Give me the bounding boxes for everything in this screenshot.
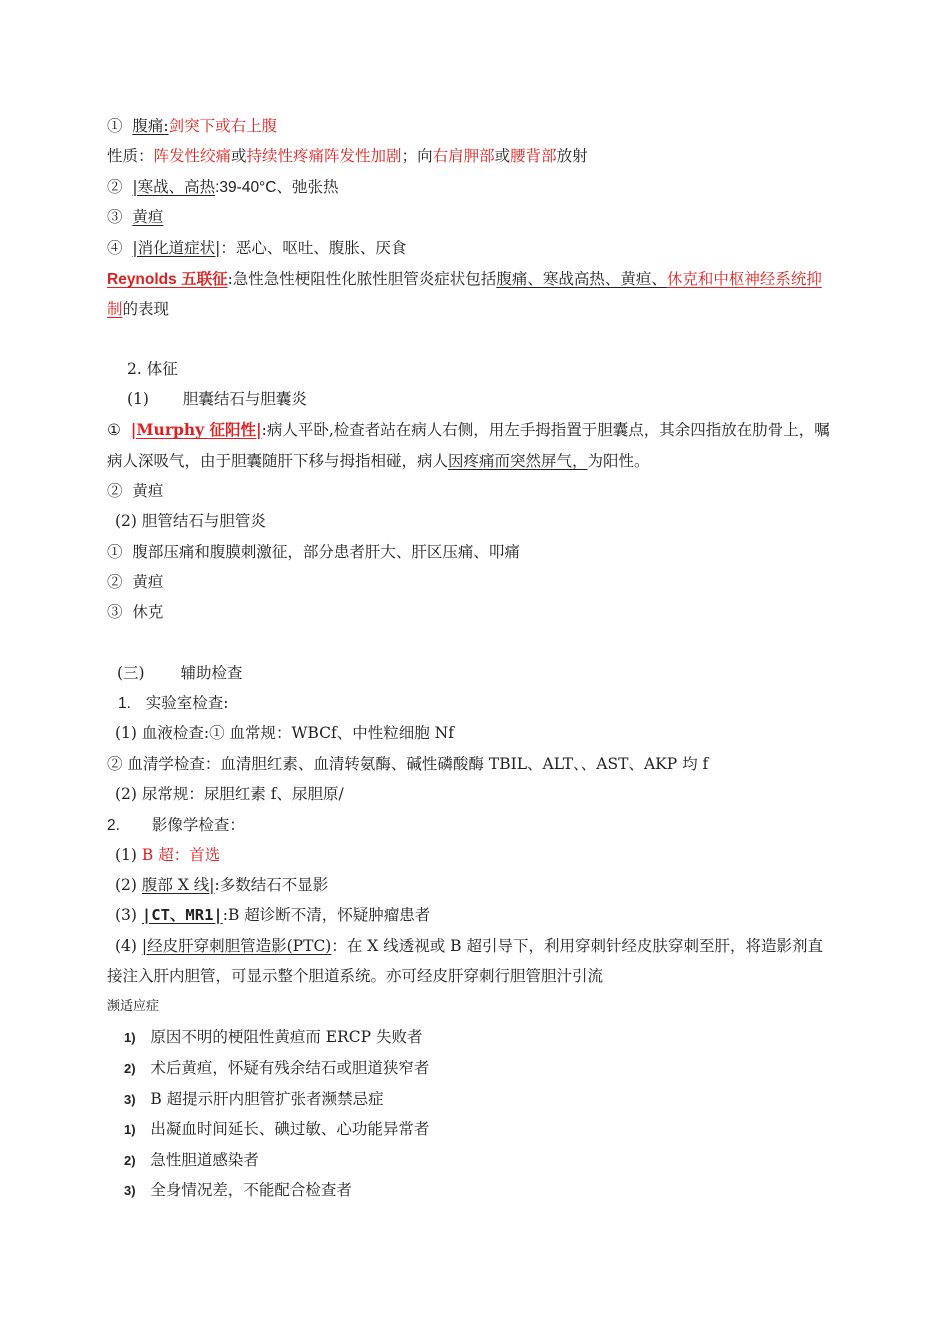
symptom-jaundice bbox=[107, 206, 163, 228]
pain-nature-line bbox=[107, 145, 588, 167]
text-segment: 急性胆道感染者 bbox=[150, 1151, 259, 1169]
symptom-label: 腹痛: bbox=[132, 117, 169, 135]
murphy-label: |Murphy 征阳性| bbox=[130, 420, 262, 439]
text-segment: 全身情况差，不能配合检查者 bbox=[150, 1181, 352, 1199]
imaging-exam-heading bbox=[107, 814, 245, 837]
text-segment: 放射 bbox=[556, 147, 588, 165]
text-segment: 休克 bbox=[132, 603, 164, 621]
highlight-text: 休克和中枢神经系统抑 bbox=[666, 270, 822, 288]
subheading-bile-duct: (2) 胆管结石与胆管炎 bbox=[115, 512, 266, 530]
item-number: ② bbox=[107, 573, 123, 591]
reynolds-label: Reynolds 五联征 bbox=[107, 271, 228, 288]
text-segment: ：恶心、呕吐、腹胀、厌食 bbox=[220, 239, 407, 257]
symptom-chills-fever bbox=[107, 176, 338, 199]
item-number: ③ bbox=[107, 603, 123, 621]
text-segment: 为阳性。 bbox=[587, 452, 650, 470]
indications-heading: 濒适应症 bbox=[107, 999, 160, 1014]
item-number: ① bbox=[107, 117, 123, 135]
text-segment: 术后黄疸，怀疑有残余结石或胆道狭窄者 bbox=[150, 1059, 430, 1077]
item-number: ① bbox=[107, 543, 123, 561]
sign-abdominal-tenderness bbox=[107, 541, 520, 563]
symptom-label: |消化道症状| bbox=[132, 239, 221, 257]
item-number: ② bbox=[107, 178, 123, 196]
item-number: 1) bbox=[124, 1030, 136, 1045]
imaging-ct-mri bbox=[115, 904, 430, 926]
sign-jaundice bbox=[107, 480, 163, 502]
serum-exam-line: ② 血清学检查：血清胆红素、血清转氨酶、碱性磷酸酶 TBIL、ALT、、AST、AKP 均 f bbox=[107, 755, 709, 773]
text-segment: 胆囊结石与胆囊炎 bbox=[182, 390, 307, 408]
item-number: 1) bbox=[124, 1122, 136, 1137]
highlight-text: B 超：首选 bbox=[141, 846, 221, 864]
reynolds-pentad-line bbox=[107, 268, 822, 291]
item-number: 2. bbox=[107, 817, 120, 834]
underlined-text: 腹痛、寒战高热、黄疸、 bbox=[496, 270, 667, 288]
blood-exam-line: (1) 血液检查:① 血常规：WBCf、中性粒细胞 Nf bbox=[115, 724, 454, 742]
text-segment: 影像学检查： bbox=[151, 816, 245, 834]
murphy-sign-line bbox=[107, 419, 830, 441]
text-segment: 实验室检查: bbox=[145, 694, 229, 712]
urine-exam-line: (2) 尿常规：尿胆红素 f、尿胆原/ bbox=[115, 785, 344, 803]
text-segment: :39-40°C、弛张热 bbox=[215, 179, 339, 196]
text-segment: 黄疸 bbox=[132, 573, 164, 591]
text-segment: 原因不明的梗阻性黄疸而 ERCP 失败者 bbox=[150, 1028, 423, 1046]
text-segment: 辅助检查 bbox=[180, 664, 243, 682]
text-segment: B 超提示肝内胆管扩张者濒禁忌症 bbox=[150, 1090, 384, 1108]
text-segment: 病人深吸气，由于胆囊随肝下移与拇指相碰，病人 bbox=[107, 452, 449, 470]
section-heading-auxiliary bbox=[117, 662, 243, 684]
item-number: ② bbox=[107, 482, 123, 500]
item-number: (三) bbox=[117, 664, 145, 682]
item-number: (4) bbox=[115, 937, 137, 955]
pain-location: 剑突下或右上腹 bbox=[168, 117, 278, 135]
sign-shock bbox=[107, 601, 163, 623]
murphy-continuation bbox=[107, 450, 650, 472]
imaging-ultrasound bbox=[115, 844, 220, 866]
lab-exam-heading bbox=[118, 692, 228, 715]
subheading-gallbladder bbox=[127, 388, 307, 410]
item-number: 3) bbox=[124, 1183, 136, 1198]
imaging-ptc bbox=[115, 935, 823, 957]
item-number: (3) bbox=[115, 906, 137, 924]
item-number: (2) bbox=[115, 876, 137, 894]
highlight-text: 阵发性绞痛 bbox=[153, 147, 232, 165]
item-number: ④ bbox=[107, 239, 123, 257]
item-number: ① bbox=[107, 421, 121, 439]
symptom-digestive bbox=[107, 237, 406, 259]
section-heading-signs: 2. 体征 bbox=[127, 360, 178, 378]
list-item bbox=[124, 1118, 429, 1141]
text-segment: 出凝血时间延长、碘过敏、心功能异常者 bbox=[150, 1120, 430, 1138]
text-segment: 黄疸 bbox=[132, 482, 164, 500]
text-segment: 的表现 bbox=[122, 300, 170, 318]
text-segment: 或 bbox=[494, 147, 511, 165]
list-item bbox=[124, 1026, 422, 1049]
list-item bbox=[124, 1057, 429, 1080]
underlined-text: 因疼痛而突然屏气， bbox=[448, 452, 588, 470]
list-item bbox=[124, 1149, 259, 1172]
symptom-label: 黄疸 bbox=[132, 208, 164, 226]
text-segment: :急性急性梗阻性化脓性胆管炎症状包括 bbox=[227, 270, 497, 288]
imaging-xray bbox=[115, 874, 328, 896]
text-segment: 腹部压痛和腹膜刺激征，部分患者肝大、肝区压痛、叩痛 bbox=[132, 543, 520, 561]
highlight-text: 持续性疼痛阵发性加剧 bbox=[246, 147, 402, 165]
item-number: ③ bbox=[107, 208, 123, 226]
item-number: (1) bbox=[115, 846, 137, 864]
text-segment: ；向 bbox=[401, 147, 433, 165]
item-number: 3) bbox=[124, 1092, 136, 1107]
highlight-text: 右肩胛部 bbox=[432, 147, 495, 165]
item-number: (1) bbox=[127, 390, 149, 408]
item-number: 2) bbox=[124, 1061, 136, 1076]
sign-jaundice-2 bbox=[107, 571, 163, 593]
text-segment: :病人平卧,检查者站在病人右侧，用左手拇指置于胆囊点，其余四指放在肋骨上，嘱 bbox=[261, 421, 830, 439]
reynolds-continuation bbox=[107, 298, 169, 320]
text-segment: :B 超诊断不清，怀疑肿瘤患者 bbox=[222, 906, 431, 924]
ptc-continuation: 接注入肝内胆管，可显示整个胆道系统。亦可经皮肝穿刺行胆管胆汁引流 bbox=[107, 967, 604, 985]
highlight-text: 腰背部 bbox=[510, 147, 557, 165]
symptom-label: |寒战、高热 bbox=[132, 178, 216, 196]
list-item bbox=[124, 1179, 352, 1202]
exam-label: |CT、MR1| bbox=[141, 906, 223, 924]
exam-label: 腹部 X 线| bbox=[141, 876, 215, 894]
exam-label: |经皮肝穿刺胆管造影(PTC) bbox=[141, 937, 332, 955]
highlight-text: 制 bbox=[107, 300, 123, 318]
item-number: 1. bbox=[118, 695, 131, 712]
item-number: 2) bbox=[124, 1153, 136, 1168]
list-item bbox=[124, 1088, 384, 1111]
symptom-abdominal-pain bbox=[107, 115, 277, 137]
text-segment: 性质： bbox=[107, 147, 154, 165]
text-segment: 或 bbox=[231, 147, 247, 165]
text-segment: ：在 X 线透视或 B 超引导下，利用穿刺针经皮肤穿刺至肝，将造影剂直 bbox=[331, 937, 823, 955]
text-segment: :多数结石不显影 bbox=[214, 876, 329, 894]
